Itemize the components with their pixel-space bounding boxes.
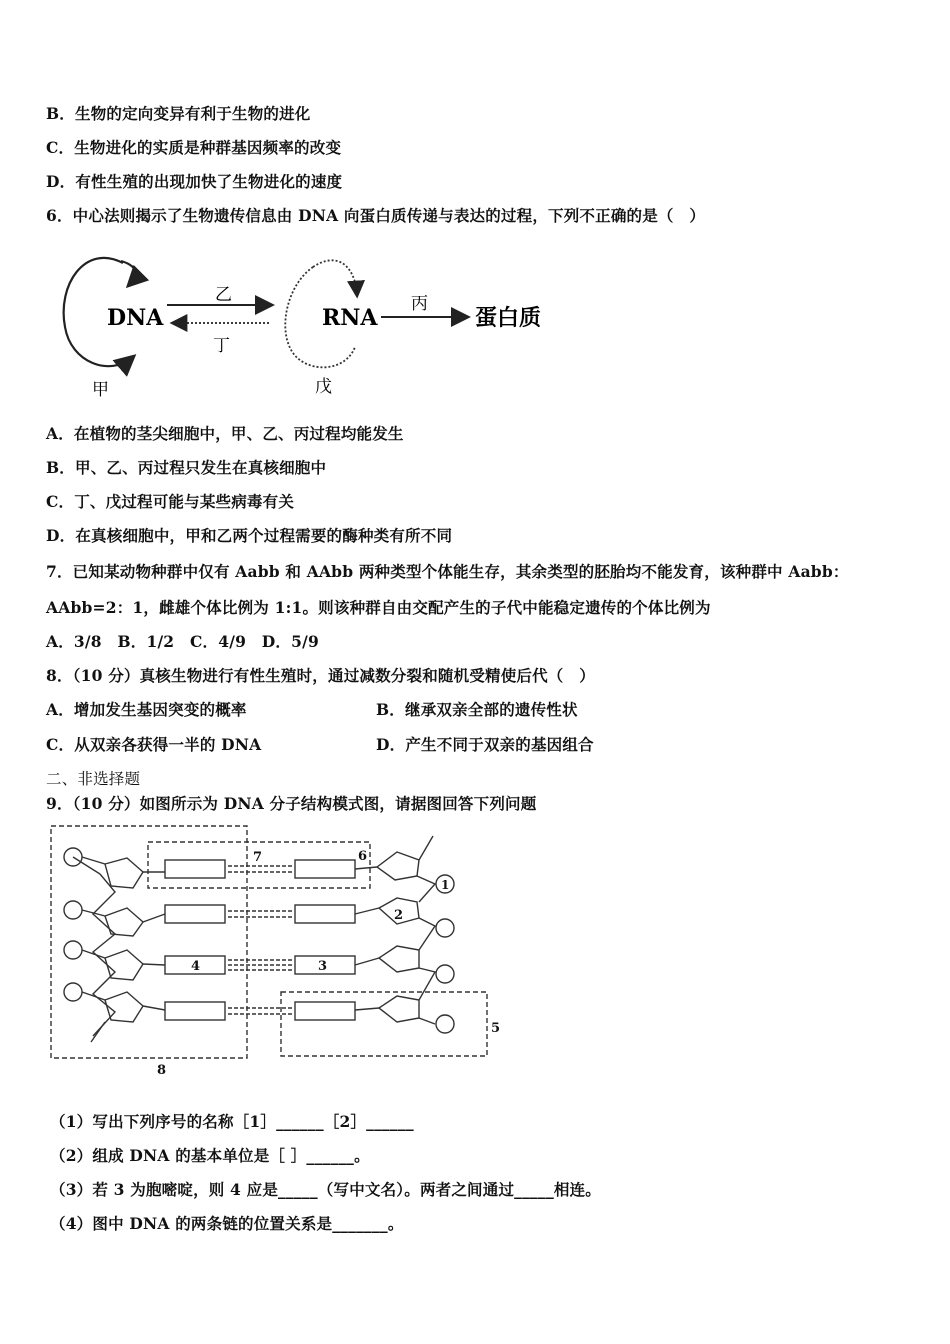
phosphate-left-3 <box>64 941 82 959</box>
phosphate-right-2 <box>436 919 454 937</box>
sugar-right-3 <box>379 946 419 972</box>
sugar-6 <box>377 852 419 880</box>
q8-option-d: D．产生不同于双亲的基因组合 <box>376 735 594 754</box>
label-1: 1 <box>441 878 450 892</box>
dna-structure-diagram <box>45 822 515 1082</box>
q6-option-c: C．丁、戊过程可能与某些病毒有关 <box>46 492 295 511</box>
label-3: 3 <box>318 959 328 974</box>
q5-option-d: D．有性生殖的出现加快了生物进化的速度 <box>46 172 343 191</box>
base-left-4 <box>165 1002 225 1020</box>
base-right-2 <box>295 905 355 923</box>
q8-option-b: B．继承双亲全部的遗传性状 <box>376 700 578 719</box>
q6-option-d: D．在真核细胞中，甲和乙两个过程需要的酶种类有所不同 <box>46 526 453 545</box>
q5-option-c: C．生物进化的实质是种群基因频率的改变 <box>46 138 342 157</box>
q9-stem: 9．（10 分）如图所示为 DNA 分子结构模式图，请据图回答下列问题 <box>46 794 537 813</box>
sugar-left-4 <box>105 992 143 1022</box>
wu-label: 戊 <box>315 377 332 397</box>
base-right-4 <box>295 1002 355 1020</box>
q8-option-c: C．从双亲各获得一半的 DNA <box>46 735 262 754</box>
q8-option-a: A．增加发生基因突变的概率 <box>46 700 247 719</box>
q8-stem: 8．（10 分）真核生物进行有性生殖时，通过减数分裂和随机受精使后代（ ） <box>46 666 595 685</box>
box-7 <box>148 842 370 888</box>
sugar-left-3 <box>105 950 143 980</box>
q7-options: A．3/8 B．1/2 C．4/9 D．5/9 <box>46 632 319 651</box>
base-left-1 <box>165 860 225 878</box>
section-heading: 二、非选择题 <box>46 770 141 788</box>
q9-part-2: （2）组成 DNA 的基本单位是［ ］______。 <box>50 1146 370 1165</box>
q5-option-b: B．生物的定向变异有利于生物的进化 <box>46 104 311 123</box>
label-8: 8 <box>157 1063 167 1078</box>
central-dogma-diagram <box>55 245 565 405</box>
label-6: 6 <box>358 849 368 864</box>
sugar-left-1 <box>105 858 143 888</box>
base-right-1 <box>295 860 355 878</box>
dna-label: DNA <box>107 305 164 331</box>
ding-label: 丁 <box>213 336 230 356</box>
q6-option-a: A．在植物的茎尖细胞中，甲、乙、丙过程均能发生 <box>46 424 404 443</box>
yi-label: 乙 <box>215 285 232 305</box>
label-2: 2 <box>394 908 404 923</box>
phosphate-right-3 <box>436 965 454 983</box>
q9-part-4: （4）图中 DNA 的两条链的位置关系是_______。 <box>50 1214 404 1233</box>
bing-label: 丙 <box>411 294 428 314</box>
q7-stem-line1: 7．已知某动物种群中仅有 Aabb 和 AAbb 两种类型个体能生存，其余类型的胚胎均不能发育，该种群中 Aabb： <box>46 562 849 581</box>
q7-stem-line2: AAbb=2：1，雌雄个体比例为 1:1。则该种群自由交配产生的子代中能稳定遗传的个体比例为 <box>46 598 711 617</box>
q6-stem: 6．中心法则揭示了生物遗传信息由 DNA 向蛋白质传递与表达的过程，下列不正确的是（ ） <box>46 206 706 225</box>
phosphate-left-4 <box>64 983 82 1001</box>
label-5: 5 <box>491 1021 501 1036</box>
protein-label: 蛋白质 <box>475 305 542 331</box>
base-left-2 <box>165 905 225 923</box>
q9-part-3: （3）若 3 为胞嘧啶，则 4 应是_____（写中文名）。两者之间通过_____相连。 <box>50 1180 601 1199</box>
rna-label: RNA <box>322 305 378 331</box>
sugar-left-2 <box>105 908 143 936</box>
label-4: 4 <box>191 959 201 974</box>
label-7: 7 <box>253 850 263 865</box>
jia-label: 甲 <box>92 380 109 400</box>
sugar-right-4 <box>379 996 419 1022</box>
q9-part-1: （1）写出下列序号的名称［1］______［2］______ <box>50 1112 414 1131</box>
phosphate-left-2 <box>64 901 82 919</box>
q6-option-b: B．甲、乙、丙过程只发生在真核细胞中 <box>46 458 327 477</box>
phosphate-right-4 <box>436 1015 454 1033</box>
